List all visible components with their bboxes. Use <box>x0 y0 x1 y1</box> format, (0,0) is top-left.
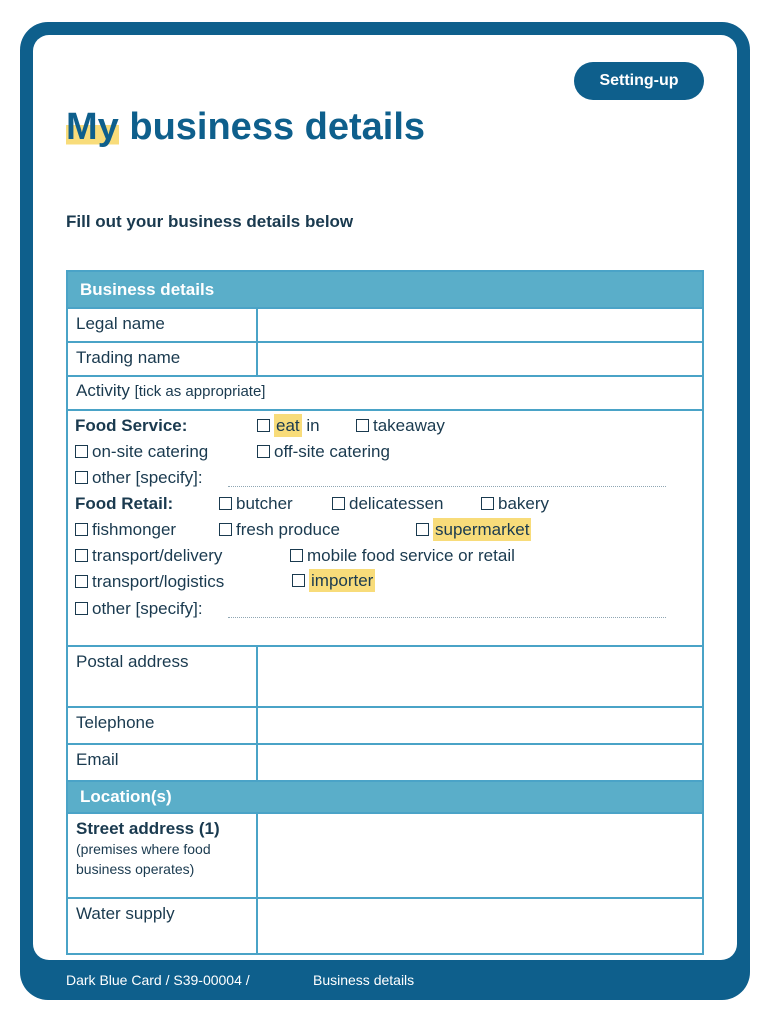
transport-delivery-label: transport/delivery <box>92 546 223 565</box>
takeaway-option[interactable] <box>356 416 445 436</box>
title-highlight: My <box>66 106 119 148</box>
supermarket-option[interactable] <box>416 520 531 540</box>
activity-note: [tick as appropriate] <box>134 383 266 400</box>
delicatessen-label: delicatessen <box>349 494 444 513</box>
footer-section-name: Business details <box>313 972 415 988</box>
food-service-heading: Food Service: <box>75 416 188 435</box>
locations-header <box>66 782 704 814</box>
mobile-food-option[interactable] <box>290 546 515 566</box>
email-label: Email <box>68 745 258 780</box>
water-supply-row <box>66 899 704 955</box>
food-retail-other-option[interactable] <box>75 599 203 619</box>
postal-address-field[interactable] <box>258 647 702 706</box>
transport-logistics-label: transport/logistics <box>92 572 225 591</box>
offsite-catering-checkbox[interactable] <box>257 445 270 458</box>
mobile-food-label: mobile food service or retail <box>307 546 515 565</box>
fresh-produce-checkbox[interactable] <box>219 523 232 536</box>
food-service-other-line[interactable] <box>228 486 666 487</box>
street-address-field[interactable] <box>258 814 702 897</box>
delicatessen-option[interactable] <box>332 494 444 514</box>
trading-name-label: Trading name <box>68 343 258 375</box>
transport-logistics-option[interactable] <box>75 572 224 592</box>
trading-name-row <box>66 343 704 377</box>
importer-checkbox[interactable] <box>292 574 305 587</box>
food-retail-other-line[interactable] <box>228 617 666 618</box>
butcher-option[interactable] <box>219 494 293 514</box>
title-rest: business details <box>118 106 426 148</box>
offsite-catering-label: off-site catering <box>274 442 390 461</box>
delicatessen-checkbox[interactable] <box>332 497 345 510</box>
page-subtitle: Fill out your business details below <box>66 212 354 231</box>
street-address-row <box>66 814 704 899</box>
food-retail-other-checkbox[interactable] <box>75 602 88 615</box>
telephone-label: Telephone <box>68 708 258 743</box>
trading-name-field[interactable] <box>258 343 702 375</box>
onsite-catering-label: on-site catering <box>92 442 209 461</box>
offsite-catering-option[interactable] <box>257 442 390 462</box>
onsite-catering-checkbox[interactable] <box>75 445 88 458</box>
food-service-other-checkbox[interactable] <box>75 471 88 484</box>
importer-label: importer <box>311 571 374 590</box>
bakery-option[interactable] <box>481 494 549 514</box>
business-details-heading: Business details <box>80 280 215 299</box>
fresh-produce-option[interactable] <box>219 520 340 540</box>
page-title <box>66 106 425 149</box>
bakery-checkbox[interactable] <box>481 497 494 510</box>
street-address-note: (premises where food business operates) <box>76 841 211 877</box>
activity-row <box>66 377 704 411</box>
supermarket-checkbox[interactable] <box>416 523 429 536</box>
food-retail-heading: Food Retail: <box>75 494 174 513</box>
legal-name-field[interactable] <box>258 309 702 341</box>
takeaway-checkbox[interactable] <box>356 419 369 432</box>
business-details-form <box>66 270 704 955</box>
mobile-food-checkbox[interactable] <box>290 549 303 562</box>
telephone-row <box>66 708 704 745</box>
eat-highlight: eat <box>276 416 300 435</box>
fishmonger-checkbox[interactable] <box>75 523 88 536</box>
takeaway-label: takeaway <box>373 416 445 435</box>
food-service-other-label: other [specify]: <box>92 468 203 487</box>
food-retail-other-label: other [specify]: <box>92 599 203 618</box>
water-supply-label: Water supply <box>68 899 258 953</box>
eat-in-label: in <box>301 416 320 435</box>
locations-heading: Location(s) <box>80 787 172 806</box>
transport-delivery-checkbox[interactable] <box>75 549 88 562</box>
email-row <box>66 745 704 782</box>
fishmonger-label: fishmonger <box>92 520 177 539</box>
footer-card-code: Dark Blue Card / S39-00004 / <box>66 972 250 988</box>
fishmonger-option[interactable] <box>75 520 176 540</box>
butcher-label: butcher <box>236 494 293 513</box>
transport-delivery-option[interactable] <box>75 546 222 566</box>
activity-options <box>66 411 704 647</box>
street-address-label-cell <box>68 814 258 897</box>
food-service-other-option[interactable] <box>75 468 203 488</box>
setting-up-badge: Setting-up <box>574 62 704 100</box>
onsite-catering-option[interactable] <box>75 442 208 462</box>
bakery-label: bakery <box>498 494 550 513</box>
eat-in-checkbox[interactable] <box>257 419 270 432</box>
business-details-header <box>66 270 704 309</box>
water-supply-field[interactable] <box>258 899 702 953</box>
transport-logistics-checkbox[interactable] <box>75 575 88 588</box>
email-field[interactable] <box>258 745 702 780</box>
telephone-field[interactable] <box>258 708 702 743</box>
legal-name-row <box>66 309 704 343</box>
postal-address-row <box>66 647 704 708</box>
street-address-label: Street address (1) <box>76 819 220 838</box>
eat-in-option[interactable] <box>257 416 320 436</box>
postal-address-label: Postal address <box>68 647 258 706</box>
fresh-produce-label: fresh produce <box>236 520 340 539</box>
legal-name-label: Legal name <box>68 309 258 341</box>
importer-option[interactable] <box>292 571 375 591</box>
supermarket-label: supermarket <box>435 520 530 539</box>
butcher-checkbox[interactable] <box>219 497 232 510</box>
activity-label: Activity <box>76 381 130 400</box>
